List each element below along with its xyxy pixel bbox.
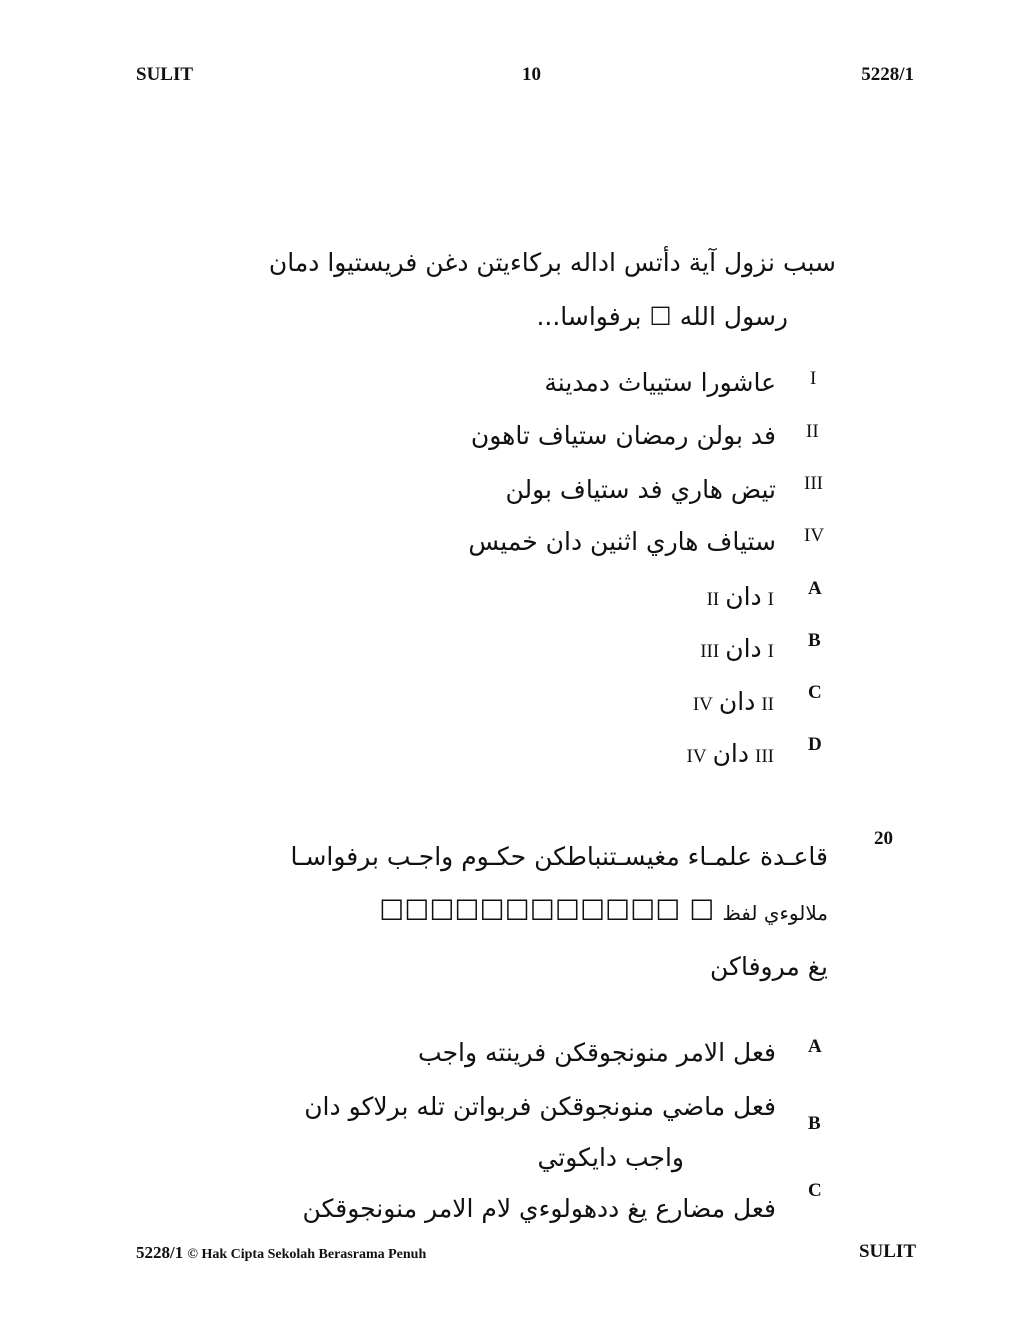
q20-stem-line1: قاعـدة علمـاء مغيسـتنباطكن حكـوم واجـب برفواسـا <box>290 842 828 871</box>
q19-stem-line2: رسول الله ☐ برفواسا... <box>536 302 788 331</box>
statement-number-3: III <box>804 473 823 494</box>
q20-stem-line2-prefix: ملالوءي لفظ <box>722 901 828 925</box>
statement-text-1: عاشورا ستيياث دمدينة <box>544 368 776 397</box>
option-a-answer <box>707 582 774 615</box>
header-paper-code: 5228/1 <box>861 64 914 85</box>
option-d-answer <box>687 739 775 772</box>
header-left: SULIT <box>136 64 194 85</box>
option-a-first: I <box>767 589 774 610</box>
option-d-dan: دان <box>712 739 750 768</box>
q20-option-a-text: فعل الامر منونجوقكن فرينته واجب <box>418 1038 776 1067</box>
q20-option-b-line2: واجب دايكوتي <box>537 1143 684 1172</box>
statement-text-2: فد بولن رمضان ستياف تاهون <box>470 421 776 450</box>
footer-copyright <box>136 1243 426 1263</box>
option-c-answer <box>693 687 774 720</box>
option-letter-a: A <box>808 578 822 599</box>
option-letter-d: D <box>808 734 822 755</box>
q19-stem-line1: سبب نزول آية دأتس اداله بركاءيتن دغن فريستيوا دمان <box>268 248 836 277</box>
option-c-dan: دان <box>718 687 756 716</box>
option-a-dan: دان <box>725 582 762 611</box>
q20-stem-line3: يغ مروفاكن <box>710 952 828 981</box>
statement-text-4: ستياف هاري اثنين دان خميس <box>468 527 776 556</box>
option-d-first: III <box>755 746 774 767</box>
q20-option-b-line1: فعل ماضي منونجوقكن فربواتن تله برلاكو دان <box>304 1092 776 1121</box>
option-b-dan: دان <box>725 634 762 663</box>
q20-option-letter-c: C <box>808 1180 822 1201</box>
statement-text-3: تيض هاري فد ستياف بولن <box>505 475 776 504</box>
footer-right: SULIT <box>858 1241 916 1262</box>
option-b-answer <box>700 634 774 667</box>
option-b-first: I <box>767 641 774 662</box>
footer-copyright-text: © Hak Cipta Sekolah Berasrama Penuh <box>187 1247 427 1262</box>
option-letter-b: B <box>808 630 821 651</box>
option-b-second: III <box>700 641 720 662</box>
q20-stem-line2-boxes: ☐ ☐☐☐☐☐☐☐☐☐☐☐☐ <box>379 894 715 927</box>
q20-stem-line2 <box>379 894 828 930</box>
option-c-first: II <box>761 694 774 715</box>
option-a-second: II <box>706 589 720 610</box>
q20-option-c-text: فعل مضارع يغ ددهولوءي لام الامر منونجوقكن <box>302 1194 776 1223</box>
q20-option-letter-b: B <box>808 1113 821 1134</box>
option-c-second: IV <box>692 694 713 715</box>
question-number-20: 20 <box>874 828 893 849</box>
option-letter-c: C <box>808 682 822 703</box>
footer-code: 5228/1 <box>136 1243 184 1262</box>
option-d-second: IV <box>686 746 707 767</box>
statement-number-2: II <box>806 421 819 442</box>
statement-number-4: IV <box>804 525 825 546</box>
page-number: 10 <box>522 64 541 85</box>
q20-option-letter-a: A <box>808 1036 822 1057</box>
statement-number-1: I <box>810 368 817 389</box>
